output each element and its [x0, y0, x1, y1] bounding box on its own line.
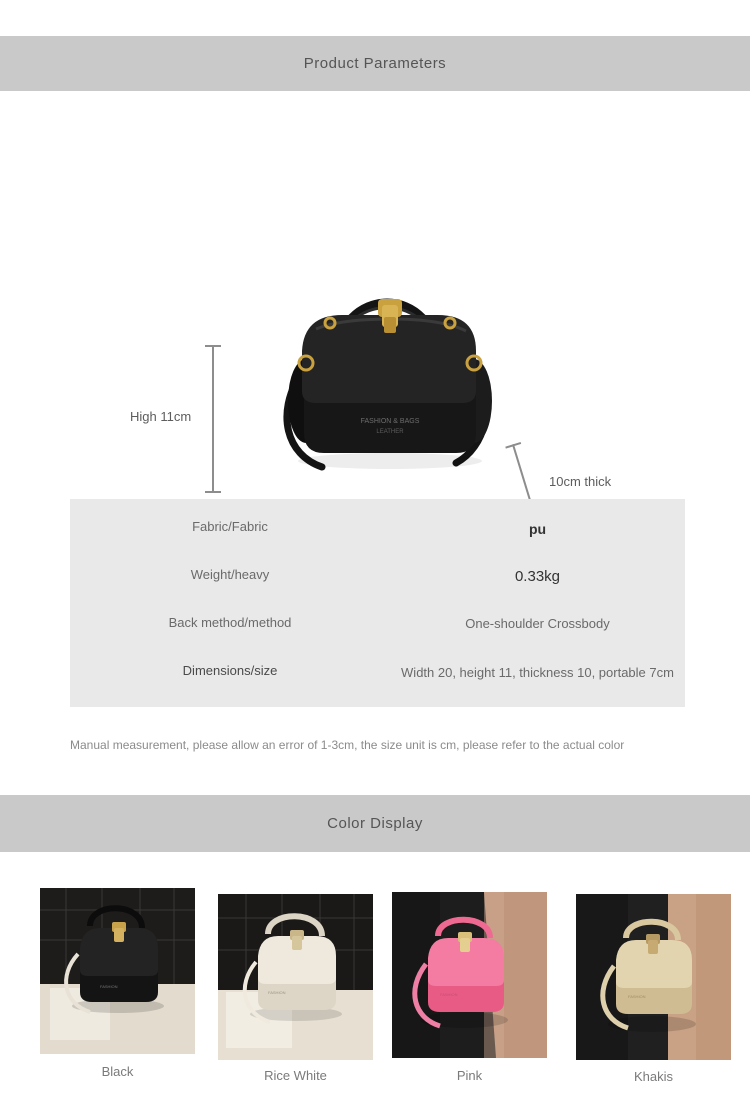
measurement-note: Manual measurement, please allow an error of 1-3cm, the size unit is cm, please refer to the actual color [70, 738, 625, 752]
color-label: Pink [456, 1068, 483, 1083]
color-option-black[interactable] [40, 888, 195, 1079]
spec-key: Back method/method [168, 615, 292, 630]
spec-value: Width 20, height 11, thickness 10, portable 7cm [401, 665, 674, 680]
color-label: Black [101, 1064, 134, 1079]
color-gallery [0, 888, 750, 1088]
svg-text:FASHION: FASHION [100, 984, 118, 989]
spec-value: 0.33kg [514, 568, 561, 585]
bag-illustration [270, 205, 510, 495]
section-header-color-display [0, 795, 750, 852]
spec-table [70, 499, 685, 707]
color-thumbnail[interactable] [392, 892, 547, 1058]
table-row [70, 643, 685, 691]
svg-text:FASHION: FASHION [268, 990, 286, 995]
height-caliper [212, 345, 214, 493]
brand-emboss-line1: FASHION & BAGS [360, 418, 420, 425]
color-option-khakis[interactable] [576, 894, 731, 1084]
section-title-product-parameters: Product Parameters [303, 55, 447, 72]
brand-emboss-line2: LEATHER [376, 429, 404, 435]
svg-text:FASHION: FASHION [628, 994, 646, 999]
spec-key: Weight/heavy [190, 567, 270, 582]
height-label: High 11cm [130, 409, 192, 424]
table-row [70, 499, 685, 547]
table-row [70, 595, 685, 643]
color-option-pink[interactable] [392, 892, 547, 1083]
spec-key: Fabric/Fabric [192, 519, 268, 534]
color-label: Rice White [264, 1068, 327, 1083]
thickness-caliper [512, 444, 532, 504]
section-title-color-display: Color Display [327, 815, 423, 832]
spec-value: One-shoulder Crossbody [465, 616, 610, 631]
color-thumbnail[interactable] [218, 894, 373, 1060]
color-thumbnail[interactable] [576, 894, 731, 1060]
color-thumbnail[interactable] [40, 888, 195, 1054]
table-row [70, 547, 685, 595]
color-label: Khakis [633, 1069, 674, 1084]
spec-value: pu [528, 521, 547, 537]
svg-text:FASHION: FASHION [440, 992, 458, 997]
spec-key: Dimensions/size [182, 663, 278, 678]
section-header-product-parameters [0, 36, 750, 91]
dimension-diagram [0, 120, 750, 489]
thickness-label: 10cm thick [549, 474, 612, 489]
color-option-rice-white[interactable] [218, 894, 373, 1083]
